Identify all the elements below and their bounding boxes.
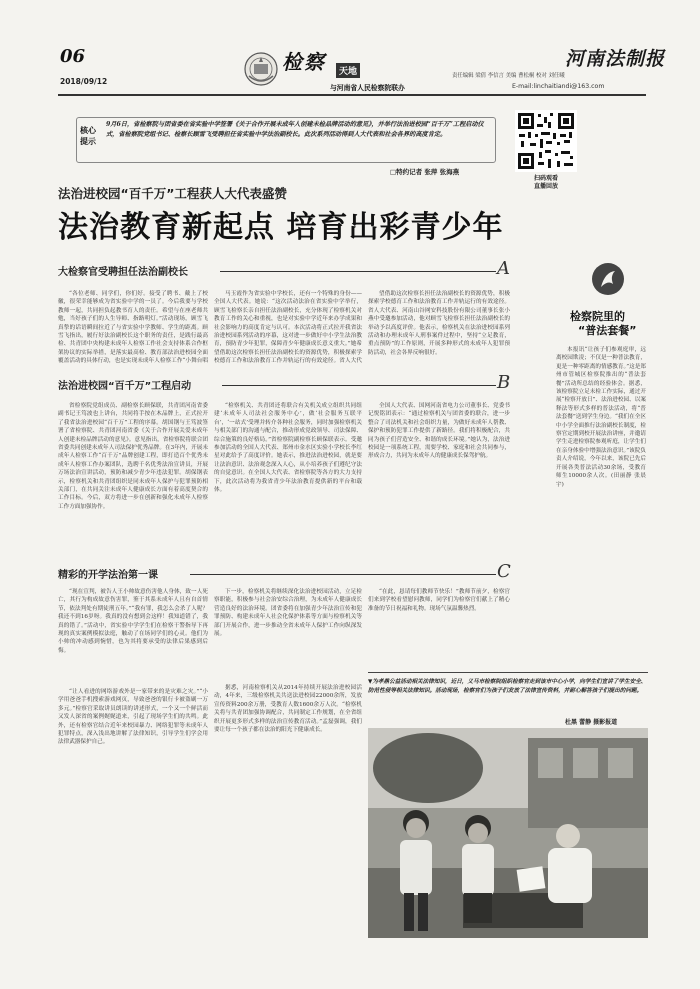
- section-b-col-1: [58, 402, 208, 554]
- kicker-title: 法治进校园“百千万”工程获人大代表盛赞: [58, 186, 287, 201]
- section-a-letter: A: [497, 258, 510, 279]
- section-b-col-3-text: 全国人大代表、国网河南省电力公司董事长、党委书记悦铭团表示：“通过检察机关与团省委的联合，进一步整合了司法机关和社会组织力量，为做好未成年人帮教、保护和预防犯罪工作提供了新路径。我们将积极配合，共同为孩子们营造安全、和谐的成长环境。”她认为，法治进校园是一项系统工程，需要学校、家庭和社会共同参与，形成合力，共同为未成年人的健康成长保驾护航。: [368, 403, 510, 460]
- section-b-col-3: [368, 402, 510, 554]
- section-c-col-2: [214, 588, 362, 678]
- photo-caption: ▼为孝鼎公益活动相关法律知识，近日，义马市检察院组织检察官走到该市中心小学，向学生们宣讲了学生安全、防范性侵等相关法律知识。活动现场，检察官们为孩子们发放了法律宣传资料，并耐心解答孩子们提出的问题。: [368, 679, 647, 694]
- qr-code[interactable]: [515, 110, 577, 172]
- section-c-col-1b: [58, 688, 208, 936]
- section-c-col-3-text: “在此，恳请每们教师节快乐！”教师节前夕，检察官们来到学校看望慰问教师，同学们为检察官们献上了精心准备的节日祝福和礼物。现场气氛温馨热烈。: [368, 589, 510, 612]
- main-headline: 法治教育新起点 培育出彩青少年: [58, 210, 504, 245]
- page-number: 06: [60, 46, 86, 67]
- section-title: 检察: [282, 50, 326, 74]
- section-a-heading: 大检察官受聘担任法治副校长: [58, 267, 188, 278]
- qr-caption: 扫码观看 直播回放: [533, 175, 558, 190]
- sidebar-icon: [591, 262, 625, 296]
- sidebar-title-1: 检察院里的: [570, 310, 625, 323]
- section-c-col-2-text: 下一步，检察机关将继续深化法治进校园活动，立足检察职能，积极参与社会治安综合治理，为未成年人健康成长营造良好的法治环境。团省委将在加强青少年法治宣传和犯罪预防、构建未成年人社会化保护体系等方面与检察机关等部门开展合作，进一步推动全省未成年人保护工作向纵深发展。: [214, 589, 362, 638]
- sidebar-title-2: “普法套餐”: [578, 324, 637, 337]
- section-a-col-2: [214, 290, 362, 366]
- section-a-col-3: [368, 290, 510, 366]
- header-rule: [58, 94, 646, 96]
- section-c-col-1a-text: “现在宣判，被告人王小帅故意伤害他人身体，致一人死亡，其行为构成故意伤害罪，鉴于其系未成年人且有自首情节，依法判处有期徒刑五年。”“我有罪，我怎么会杀了人呢？我还不到16岁呀。我真的没有想到会这样！我知道错了，我真的错了。”活动中，省实验中学学生们在检察干警指导下再现的真实案例模拟法庭，触动了在场同学们的心灵。他们为小帅的冲动感到惋惜，也为其将要承受的法律后果感到后悔。: [58, 589, 208, 654]
- section-b-letter: B: [497, 372, 511, 393]
- photo-credit: 杜黑 蕾静 摄影报道: [565, 719, 618, 726]
- key-note-label-text: 核心提示: [80, 126, 96, 146]
- section-c-col-2b: [214, 684, 362, 936]
- section-a-col-1-text: “各位老师、同学们，你们好。接受了聘书、戴上了校徽，很荣幸能够成为省实验中学的一员了。今后我要与学校教师一起，共同担负起教书育人的责任。希望与在座老师共勉，当好孩子们的人生导师、指路明灯。”活动现场，顾雪飞真挚的话语瞬间拉近了与省实验中学教师、学生的距离。顾雪飞指出，履行好法治副校长这个职务的责任，是践行最高检、共青团中央构建未成年人检察工作社会支持体系合作框架协议的实际举措，是落实最高检、教育部法治进校园全面覆盖活动的具体行动，也是实现未成年人检察工作“小舞台唱: [58, 291, 208, 365]
- section-c-col-3: [368, 588, 510, 648]
- sidebar-text-body: 本报讯“让孩子们参观庭审，远离校园欺凌；不仅是一种普法教育，更是一种零距离的情感教育。”这是郑州市管城区检察院推出的“普法套餐”活动所总结的经验体会。据悉，该检察院立足未检工作实际，通过开展“检察开放日”、法治进校园、以案释法等形式多样的普法活动，将“普法套餐”送到学生身边。“我们在全区中小学全面推行法治副校长制度，检察官定期到校开展法治讲座，并邀请学生走进检察院参观听庭，让学生们在亲身体验中增强法治意识。”该院负责人介绍说，今年以来，该院已先后开展各类普法活动30余场，受教育师生10000余人次。(田丽静 张晨宇): [556, 347, 646, 488]
- byline: □特约记者 张萍 张海燕: [390, 168, 460, 176]
- school-visit-photo: [368, 728, 648, 938]
- section-c-heading: 精彩的开学法治第一课: [58, 570, 158, 581]
- editor-credits: 责任编辑 梁倩 李信言 美编 曹松桐 校对 刘任曦: [452, 73, 565, 79]
- issue-date: 2018/09/12: [60, 77, 108, 86]
- section-subtitle: 与河南省人民检察院联办: [330, 84, 405, 92]
- key-note-text: 9月6日，省检察院与团省委在省实验中学签署《关于合作开展未成年人创建未检品牌活动的意见》，并举行法治进校园“百千万”工程启动仪式，省检察院党组书记、检察长顾雪飞受聘担任省实验中学法治副校长。此次系列活动得到人大代表和社会各界的高度肯定。: [106, 121, 484, 138]
- section-a-col-3-text: 望借助这次检察长担任法治副校长的资源优势，积极探索学校德育工作和法治教育工作并轨运行的有效途径。省人大代表、河南山谷网安科技股份有限公司董事长张小燕中受邀参加活动，他对顾雪飞检察长担任法治副校长的举动予以高度评价。他表示，检察机关在法治进校园系列活动和办理未成年人刑事案件过程中，坚持“立足教育，重点预防”的工作原则，开展多种形式的未成年人犯罪预防活动，社会各界反响很好。: [368, 291, 510, 356]
- section-a-col-2-text: 马玉霞作为省实验中学校长，还有一个特殊的身份——全国人大代表。她说：“这次活动法治在省实验中学举行，顾雪飞检察长亲自担任法治副校长，充分体现了检察机关对教育工作的关心和重视，也是对实验中学近年来办学成果和社会影响力的高度肯定与认可。本次活动将正式拉开我省法治进校园系列活动的序幕，这对进一步做好中小学生法治教育，预防青少年犯罪，保障青少年健康成长意义重大。”她希望借助这次检察长担任法治副校长的资源优势，积极探索学校德育工作和法治教育工作并轨运行的有效途径。省人大代: [214, 291, 362, 365]
- section-c-col-1b-text: “让人看进的网络游戏外是一家带来的是灾难之灾。”“小学用爸爸手机搜索游戏网页，导致爸爸的银行卡被盗刷一万多元。”检察官采取讲员朗读的讲述形式，一个又一个鲜活而又发人深省的案例娓娓道来，引起了现场学生们的共鸣。此外，还有检察官结合近年来校园暴力、网络犯罪等未成年人犯罪特点，深入浅出地讲解了法律知识，引导学生们学会用法律武器保护自己。: [58, 689, 208, 746]
- section-a-rule: [220, 271, 496, 272]
- section-c-col-2b-text: 据悉，河南检察机关从2014年持续开展法治进校园活动，4年来，三级检察机关共送法进校园22000余所，发放宣传资料200余万册，受教育人数1600余万人次。“检察机关将与共青团加强协调配合，共同制定工作规划，在全省组织开展更多形式多样的法治宣传教育活动。”孟磊强调，我们要让每一个孩子都在法治的阳光下健康成长。: [214, 685, 362, 734]
- key-note-label: [80, 125, 98, 147]
- section-c-letter: C: [497, 561, 511, 582]
- section-c-col-1a: [58, 588, 208, 680]
- section-a-col-1: [58, 290, 208, 366]
- masthead: 河南法制报: [565, 48, 666, 70]
- section-badge: 天地: [336, 63, 360, 78]
- section-b-rule: [222, 385, 496, 386]
- section-c-rule: [190, 574, 496, 575]
- section-b-col-1-text: 省检察院党组成员、副检察长顾保联，共青团河南省委副书记王笃波也上讲台，共同将手按在木品牌上，正式拉开了我省法治进校园“百千万”工程的序幕。胡国钢与王笃波签署了省检察院、共青团河南省委《关于合作开展关爱未成年人创建未检品牌活动的意见》。意见指出，省检察院将联合团省委共同创建未成年人司法保护优秀品牌。在3年内，开展未成年人检察工作“百千万”品牌创建工程，即打造百个优秀未成年人检察工作办案团队，选聘千名优秀法治宣讲员，开展万场法治宣讲活动，预防和减少青少年违法犯罪。胡保钢表示，检察机关和共青团组织是同未成年人保护与犯罪预防相关部门，在共同关注未成年人健康成长方面有着高度契合的工作目标。今后，双方将进一步在创新和强化未成年人检察工作方面加强协作。: [58, 403, 208, 510]
- section-b-heading: 法治进校园“百千万”工程启动: [58, 381, 192, 392]
- contact-email: E-mail:linchaitiandi@163.com: [512, 83, 605, 90]
- procuratorate-emblem: [243, 50, 279, 88]
- section-b-col-2-text: “检察机关、共青团还将联合有关机关成立组织共同组建‘未成年人司法社会服务中心’，做‘社会服务互联平台’，‘一站式’受理并转介各种社会服务，同时加强检察机关与相关部门的沟通与配合，推动形成党政领导、司法保障、综合施策的良好格局。”省检察院副检察长顾保联表示。受邀参加活动的全国人大代表、郑州市金水区实验小学校长李红星对此给予了高度评价。她表示，推进法治进校园，就是要让法治意识、法治观念深入人心，从小培养孩子们遵纪守法的自觉意识。在全国人大代表、省检察院等各方的大力支持下，此次活动将为我省青少年法治教育提供新的平台和载体。: [214, 403, 362, 494]
- section-b-col-2: [214, 402, 362, 554]
